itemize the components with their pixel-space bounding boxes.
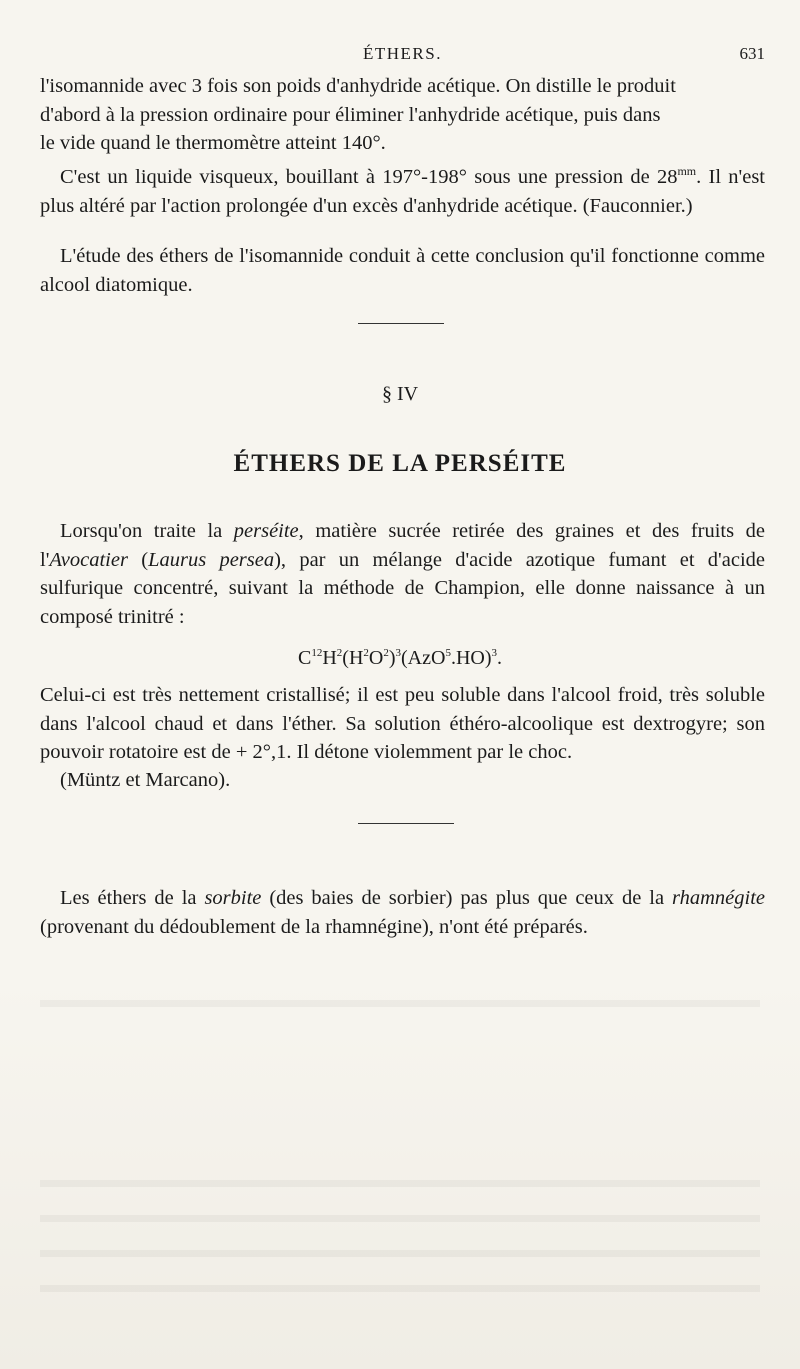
text-run: (des baies de sorbier) pas plus que ceux de la: [261, 887, 672, 909]
show-through-line: [40, 1250, 760, 1257]
formula-sup: 3: [491, 647, 497, 659]
chemical-formula: [0, 647, 800, 670]
formula-sup: 3: [395, 647, 402, 659]
formula-part: (AzO: [401, 647, 446, 669]
paragraph-crystal-properties: Celui-ci est très nettement cristallisé; il est peu soluble dans l'alcool froid, très soluble dans l'alcool chaud et dans l'éther. Sa solution éthéro-alcoolique est dextrogyre; son pouvoir rotatoire est de + 2°,1. Il détone violemment par le choc.: [40, 684, 765, 763]
text-run: (provenant du dédoublement de la rhamnégine), n'ont été préparés.: [40, 915, 588, 938]
show-through-line: [40, 1215, 760, 1222]
paragraph-sorbite: [40, 884, 765, 941]
paragraph-isomannide-prep: [40, 72, 765, 158]
show-through-line: [40, 1000, 760, 1007]
formula-part: H: [322, 647, 337, 669]
text-run: Les éthers de la: [60, 887, 205, 909]
formula-sup: 2: [383, 647, 389, 659]
italic-term: rhamnégite: [671, 887, 765, 909]
show-through-line: [40, 1180, 760, 1187]
formula-part: .: [497, 647, 502, 669]
section-number: § IV: [381, 383, 419, 405]
running-head: [40, 44, 765, 68]
paragraph-citation: (Müntz et Marcano).: [60, 769, 231, 791]
text-run: ), par un mélange d'acide azotique fumant et d'acide sulfurique concentré, suivant la méthode de Champion, elle donne naissance à un composé trinitré :: [40, 548, 765, 628]
italic-term: Avocatier: [49, 548, 128, 571]
formula-part: .HO): [450, 647, 492, 669]
formula-part: O: [368, 647, 384, 669]
text-run: . Il n'est plus altéré par l'action prolongée d'un excès d'anhydride acétique. (Fauconnier.): [40, 166, 765, 217]
section-heading: ÉTHERS DE LA PERSÉITE: [233, 450, 567, 477]
formula-sup: 12: [311, 647, 323, 659]
text-run: , matière sucrée retirée des graines et des fruits de l': [40, 520, 765, 571]
formula-sup: 2: [336, 647, 343, 659]
formula-part: ): [388, 647, 396, 669]
text-line: l'isomannide avec 3 fois son poids d'anhydride acétique. On distille le produit: [40, 75, 676, 97]
text-run: C'est un liquide visqueux, bouillant à 197°-198° sous une pression de 28: [60, 166, 678, 188]
section-divider: [358, 323, 444, 324]
show-through-line: [40, 1285, 760, 1292]
section-divider: [358, 823, 454, 824]
text-line: le vide quand le thermomètre atteint 140°.: [40, 132, 386, 154]
text-run: Lorsqu'on traite la: [60, 520, 234, 542]
formula-sup: 2: [363, 647, 369, 659]
text-run: (: [127, 548, 149, 571]
paragraph-perseite-nitration: [40, 517, 765, 631]
page-number: 631: [739, 44, 765, 63]
running-title: ÉTHERS.: [363, 44, 442, 63]
formula-part: C: [297, 647, 312, 669]
formula-part: (H: [342, 647, 364, 669]
text-line: d'abord à la pression ordinaire pour éliminer l'anhydride acétique, puis dans: [40, 103, 661, 126]
paragraph-diatomic-alcohol: L'étude des éthers de l'isomannide conduit à cette conclusion qu'il fonctionne comme alcool diatomique.: [40, 245, 765, 296]
formula-sup: 5: [445, 647, 451, 659]
blank-page-area: [0, 980, 800, 1369]
italic-term: Laurus persea: [148, 548, 275, 571]
italic-term: perséite: [233, 520, 299, 542]
unit-superscript: mm: [677, 164, 697, 178]
italic-term: sorbite: [204, 887, 262, 909]
paragraph-liquid-properties: [40, 157, 765, 220]
